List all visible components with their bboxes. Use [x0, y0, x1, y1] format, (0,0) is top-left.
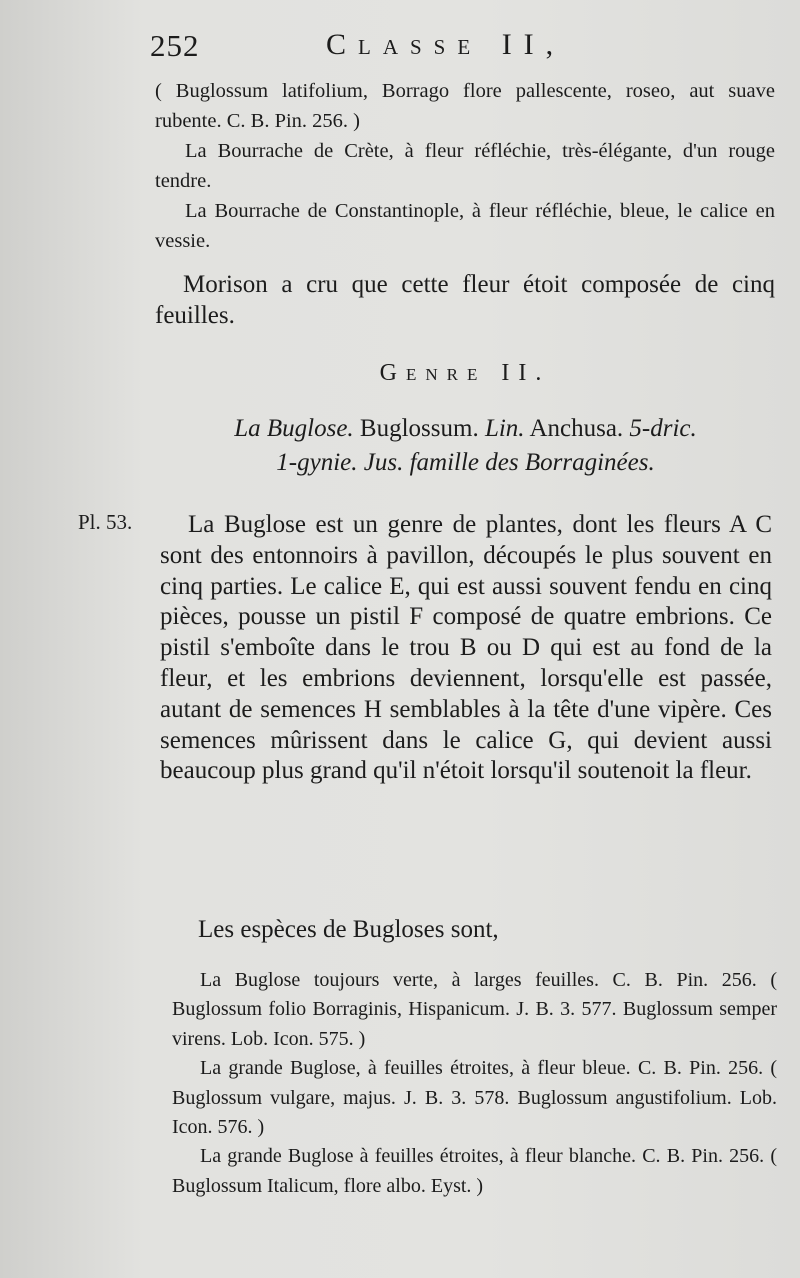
species-list [172, 966, 777, 1201]
page-number: 252 [150, 28, 200, 63]
main-paragraph [160, 510, 772, 787]
genus-order: 1-gynie. [276, 449, 358, 476]
genus-class: 5-dric. [629, 415, 697, 442]
genus-description [158, 412, 773, 480]
intro-paragraph: La Bourrache de Constantinople, à fleur réfléchie, bleue, le calice en vessie. [155, 200, 775, 252]
intro-block [155, 76, 775, 256]
genus-family: famille des Borraginées. [409, 449, 655, 476]
morison-note [155, 270, 775, 332]
genus-french-name: La Buglose. [234, 415, 354, 442]
main-paragraph-text: La Buglose est un genre de plantes, dont les fleurs A C sont des entonnoirs à pavillon, découpés le plus souvent en cinq parties. Le calice E, qui est aussi souvent fendu en cinq pièces, pousse un pistil F composé de quatre embrions. Ce pistil s'emboîte dans le trou B ou D qui est au fond de la fleur, et les embrions deviennent, lorsqu'elle est passée, autant de semences H semblables à la tête d'une vipère. Ces semences mûrissent dans le calice G, qui devient aussi beaucoup plus grand qu'il n'étoit lorsqu'il soutenoit la fleur. [160, 511, 772, 785]
species-entry: La grande Buglose à feuilles étroites, à fleur blanche. C. B. Pin. 256. ( Buglossum Italicum, flore albo. Eyst. ) [172, 1145, 777, 1197]
plate-margin-note: Pl. 53. [78, 510, 133, 534]
running-title: Classe II, [326, 28, 566, 61]
page-header [150, 28, 790, 72]
intro-paragraph: ( Buglossum latifolium, Borrago flore pallescente, roseo, aut suave rubente. C. B. Pin. 256. ) [155, 80, 775, 132]
genus-jus: Jus. [363, 449, 404, 476]
genus-latin-name: Buglossum. [359, 415, 479, 442]
genre-title: Genre II. [379, 360, 551, 386]
species-heading: Les espèces de Bugloses sont, [198, 916, 499, 943]
intro-paragraph: La Bourrache de Crète, à fleur réfléchie, très-élégante, d'un rouge tendre. [155, 140, 775, 192]
genus-anchusa: Anchusa. [529, 415, 624, 442]
morison-note-text: Morison a cru que cette fleur étoit composée de cinq feuilles. [155, 271, 775, 329]
genus-lin: Lin. [484, 415, 525, 442]
species-entry: La Buglose toujours verte, à larges feuilles. C. B. Pin. 256. ( Buglossum folio Borraginis, Hispanicum. J. B. 3. 577. Buglossum semper virens. Lob. Icon. 575. ) [172, 969, 777, 1050]
species-entry: La grande Buglose, à feuilles étroites, à fleur bleue. C. B. Pin. 256. ( Buglossum vulgare, majus. J. B. 3. 578. Buglossum angustifolium. Lob. Icon. 576. ) [172, 1057, 777, 1139]
